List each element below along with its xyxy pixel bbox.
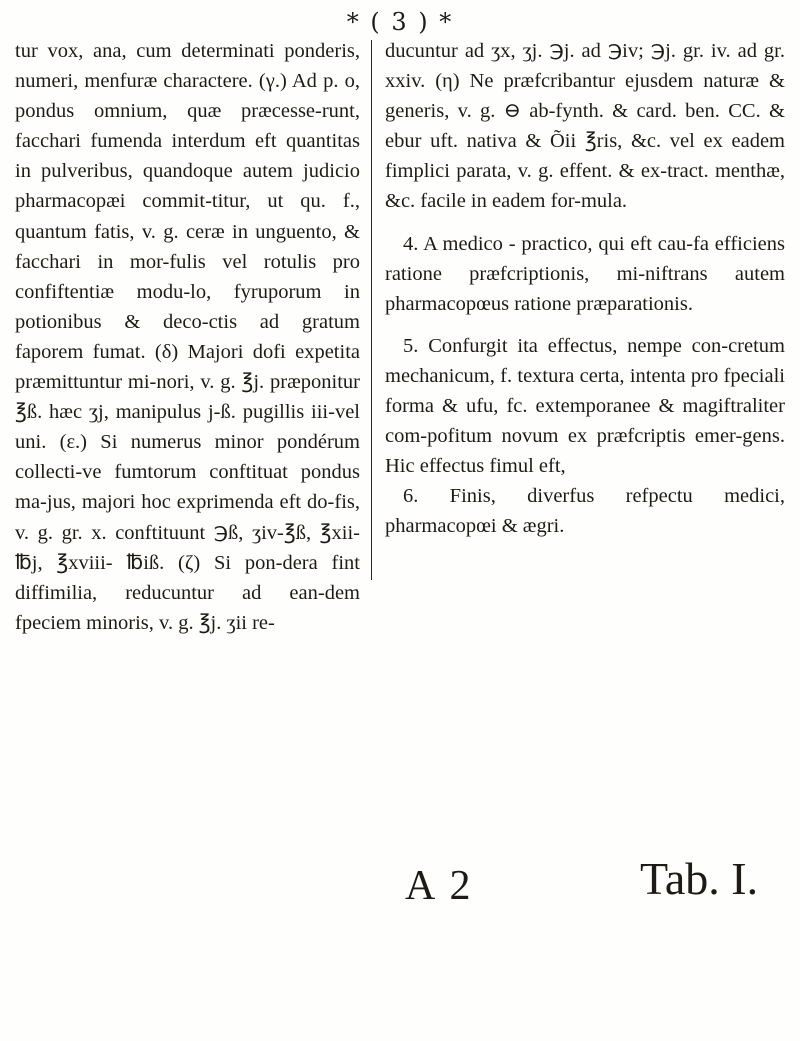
right-column [385,36,785,542]
left-paragraph-1: tur vox, ana, cum determinati ponderis, numeri, menfuræ charactere. (γ.) Ad p. o, pondus omnium, quæ præcesse-runt, facchari fumenda interdum eft quantitas in pulveribus, quandoque autem judicio pharmacopæi commit-titur, ut qu. f., quantum fatis, v. g. ceræ in unguento, & facchari in mor-fulis vel rotulis pro confiftentiæ modu-lo, fyruporum in potionibus & deco-ctis ad gratum faporem fumat. (δ) Majori dofi expetita præmittuntur mi-nori, v. g. ℥j. præponitur ℥ß. hæc ʒj, manipulus j-ß. pugillis iii-vel uni. (ε.) Si numerus minor pondérum collecti-ve fumtorum conftituat pondus ma-jus, majori hoc exprimenda eft do-fis, v. g. gr. x. conftituunt ℈ß, ʒiv-℥ß, ℥xii-℔j, ℥xviii- ℔iß. (ζ) Si pon-dera fint diffimilia, reducuntur ad ean-dem fpeciem minoris, v. g. ℥j. ʒii re- [15,40,360,634]
column-divider [371,40,372,580]
signature-mark: A 2 [405,863,474,909]
catchword: Tab. I. [640,853,759,904]
right-paragraph-2: 4. A medico - practico, qui eft cau-fa efficiens ratione præfcriptionis, mi-niftrans autem pharmacopœus ratione præparationis. [385,232,785,315]
right-paragraph-4: 6. Finis, diverfus refpectu medici, pharmacopœi & ægri. [385,485,785,538]
right-paragraph-3: 5. Confurgit ita effectus, nempe con-cretum mechanicum, f. textura certa, intenta pro fpeciali forma & ufu, fc. extemporanee & magiftraliter com-pofitum novum ex præfcriptis emer-gens. Hic effectus fimul eft, [385,334,785,478]
left-column [15,36,360,638]
right-paragraph-1: ducuntur ad ʒx, ʒj. ℈j. ad ℈iv; ℈j. gr. iv. ad gr. xxiv. (η) Ne præfcribantur ejusdem naturæ & generis, v. g. ⊖ ab-fynth. & card. ben. CC. & ebur uft. nativa & Õii ℥ris, &c. vel ex eadem fimplici parata, v. g. effent. & ex-tract. menthæ, &c. facile in eadem for-mula. [385,40,785,213]
page-header: * ( 3 ) * [346,8,454,36]
